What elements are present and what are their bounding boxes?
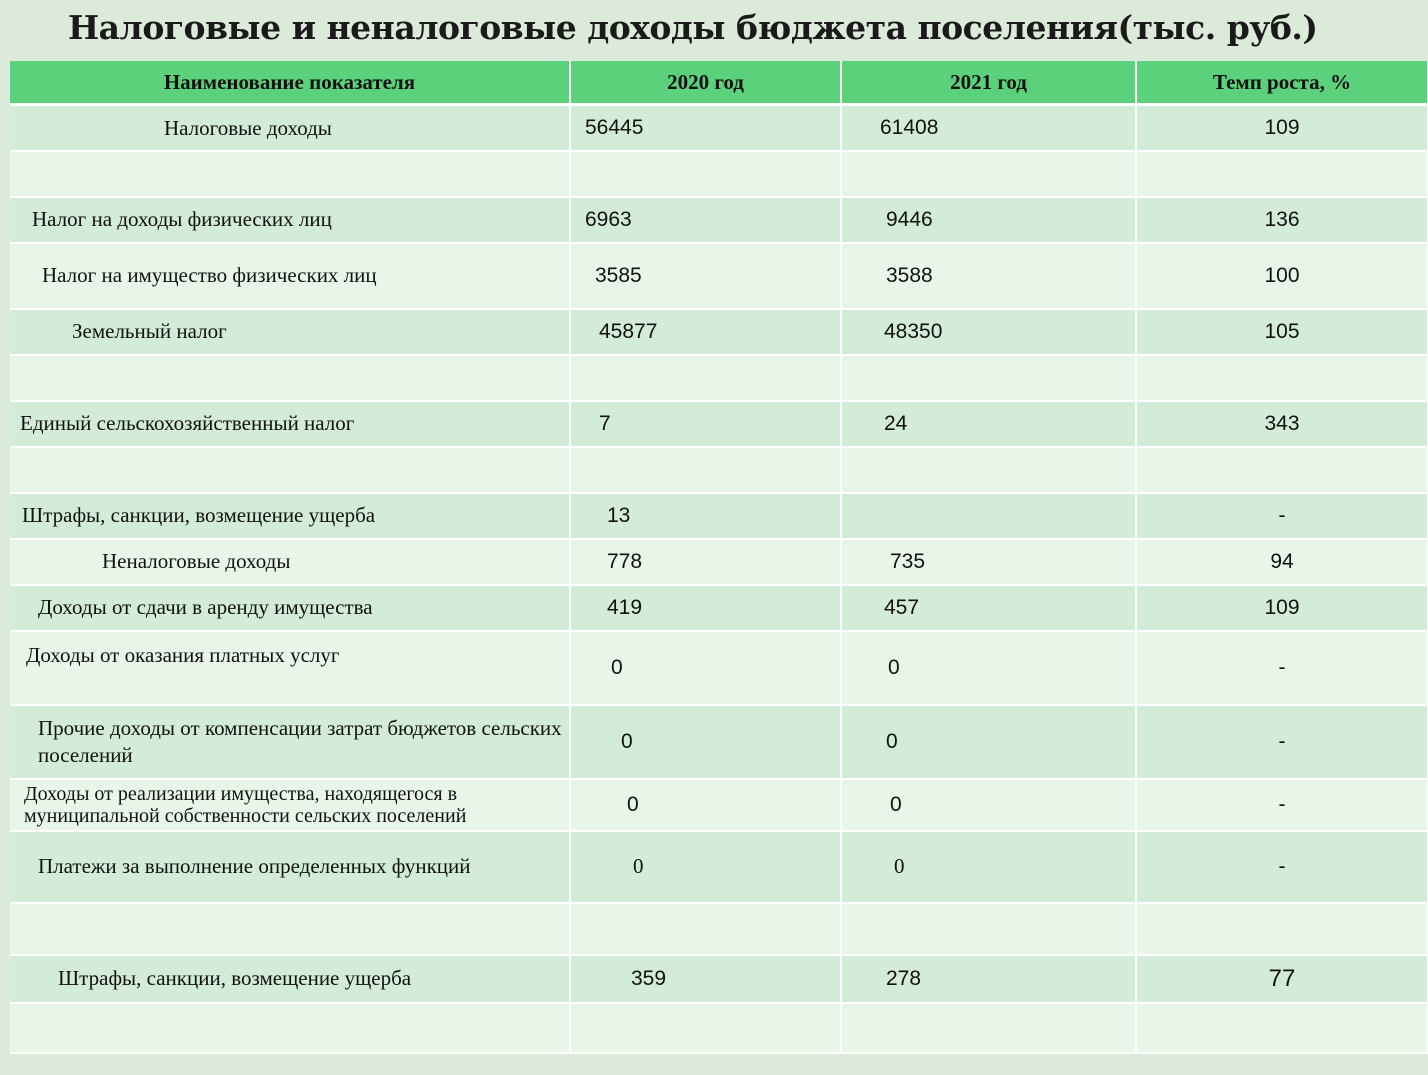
table-row bbox=[10, 779, 1428, 831]
row-2021: 0 bbox=[841, 831, 1136, 903]
table-row bbox=[10, 831, 1428, 903]
row-name: Земельный налог bbox=[10, 309, 570, 355]
row-growth bbox=[1136, 447, 1428, 493]
row-name: Налог на имущество физических лиц bbox=[10, 243, 570, 309]
row-2020: 419 bbox=[570, 585, 841, 631]
row-2020: 0 bbox=[570, 705, 841, 779]
row-2020: 0 bbox=[570, 831, 841, 903]
row-2020: 0 bbox=[570, 779, 841, 831]
row-name: Доходы от сдачи в аренду имущества bbox=[10, 585, 570, 631]
row-name: Платежи за выполнение определенных функций bbox=[10, 831, 570, 903]
row-growth bbox=[1136, 1003, 1428, 1053]
row-2021: 278 bbox=[841, 955, 1136, 1003]
row-2021 bbox=[841, 447, 1136, 493]
row-growth: - bbox=[1136, 631, 1428, 705]
row-name bbox=[10, 355, 570, 401]
row-growth: - bbox=[1136, 493, 1428, 539]
row-name: Единый сельскохозяйственный налог bbox=[10, 401, 570, 447]
row-2020: 359 bbox=[570, 955, 841, 1003]
table-row bbox=[10, 631, 1428, 705]
row-name bbox=[10, 903, 570, 955]
row-2020 bbox=[570, 1003, 841, 1053]
row-name: Налоговые доходы bbox=[10, 105, 570, 151]
row-2020: 56445 bbox=[570, 105, 841, 151]
row-growth: - bbox=[1136, 779, 1428, 831]
table-row bbox=[10, 955, 1428, 1003]
row-growth bbox=[1136, 355, 1428, 401]
row-growth: 343 bbox=[1136, 401, 1428, 447]
page-title: Налоговые и неналоговые доходы бюджета поселения(тыс. руб.) bbox=[68, 8, 1318, 47]
row-growth: 136 bbox=[1136, 197, 1428, 243]
table-row bbox=[10, 309, 1428, 355]
row-2020 bbox=[570, 903, 841, 955]
row-name: Штрафы, санкции, возмещение ущерба bbox=[10, 955, 570, 1003]
header-indicator: Наименование показателя bbox=[10, 61, 570, 105]
row-2020: 7 bbox=[570, 401, 841, 447]
table-row bbox=[10, 355, 1428, 401]
row-name bbox=[10, 1003, 570, 1053]
table-row bbox=[10, 447, 1428, 493]
row-2020: 0 bbox=[570, 631, 841, 705]
row-2021: 0 bbox=[841, 705, 1136, 779]
table-row bbox=[10, 243, 1428, 309]
row-growth: 109 bbox=[1136, 585, 1428, 631]
row-name: Штрафы, санкции, возмещение ущерба bbox=[10, 493, 570, 539]
table-row bbox=[10, 401, 1428, 447]
row-2021: 735 bbox=[841, 539, 1136, 585]
row-2021 bbox=[841, 355, 1136, 401]
row-name bbox=[10, 447, 570, 493]
row-2021 bbox=[841, 151, 1136, 197]
row-growth: - bbox=[1136, 831, 1428, 903]
table-header-row bbox=[10, 61, 1428, 105]
table-row bbox=[10, 493, 1428, 539]
row-2020 bbox=[570, 447, 841, 493]
row-2020: 13 bbox=[570, 493, 841, 539]
row-2021: 3588 bbox=[841, 243, 1136, 309]
row-name: Доходы от оказания платных услуг bbox=[10, 631, 570, 705]
table-row bbox=[10, 105, 1428, 151]
row-2021 bbox=[841, 493, 1136, 539]
row-name: Налог на доходы физических лиц bbox=[10, 197, 570, 243]
row-2021 bbox=[841, 1003, 1136, 1053]
table-row bbox=[10, 1003, 1428, 1053]
header-2021: 2021 год bbox=[841, 61, 1136, 105]
row-growth: 100 bbox=[1136, 243, 1428, 309]
header-2020: 2020 год bbox=[570, 61, 841, 105]
row-2020: 45877 bbox=[570, 309, 841, 355]
row-growth: 105 bbox=[1136, 309, 1428, 355]
row-2021: 0 bbox=[841, 631, 1136, 705]
table-row bbox=[10, 151, 1428, 197]
row-name: Прочие доходы от компенсации затрат бюджетов сельских поселений bbox=[10, 705, 570, 779]
row-2021: 0 bbox=[841, 779, 1136, 831]
row-2020: 3585 bbox=[570, 243, 841, 309]
row-name bbox=[10, 151, 570, 197]
row-2020: 6963 bbox=[570, 197, 841, 243]
row-2021 bbox=[841, 903, 1136, 955]
row-name: Неналоговые доходы bbox=[10, 539, 570, 585]
row-2021: 48350 bbox=[841, 309, 1136, 355]
revenue-table bbox=[10, 61, 1428, 1054]
row-growth bbox=[1136, 903, 1428, 955]
row-2021: 24 bbox=[841, 401, 1136, 447]
header-growth: Темп роста, % bbox=[1136, 61, 1428, 105]
table-row bbox=[10, 903, 1428, 955]
row-growth: 77 bbox=[1136, 955, 1428, 1003]
row-2020 bbox=[570, 355, 841, 401]
table-row bbox=[10, 539, 1428, 585]
row-2020: 778 bbox=[570, 539, 841, 585]
table-row bbox=[10, 705, 1428, 779]
row-growth: 94 bbox=[1136, 539, 1428, 585]
row-2021: 61408 bbox=[841, 105, 1136, 151]
row-2021: 9446 bbox=[841, 197, 1136, 243]
row-growth: - bbox=[1136, 705, 1428, 779]
row-name: Доходы от реализации имущества, находящегося в муниципальной собственности сельских поселений bbox=[10, 779, 570, 831]
row-2020 bbox=[570, 151, 841, 197]
table-row bbox=[10, 197, 1428, 243]
table-row bbox=[10, 585, 1428, 631]
row-growth bbox=[1136, 151, 1428, 197]
row-2021: 457 bbox=[841, 585, 1136, 631]
row-growth: 109 bbox=[1136, 105, 1428, 151]
